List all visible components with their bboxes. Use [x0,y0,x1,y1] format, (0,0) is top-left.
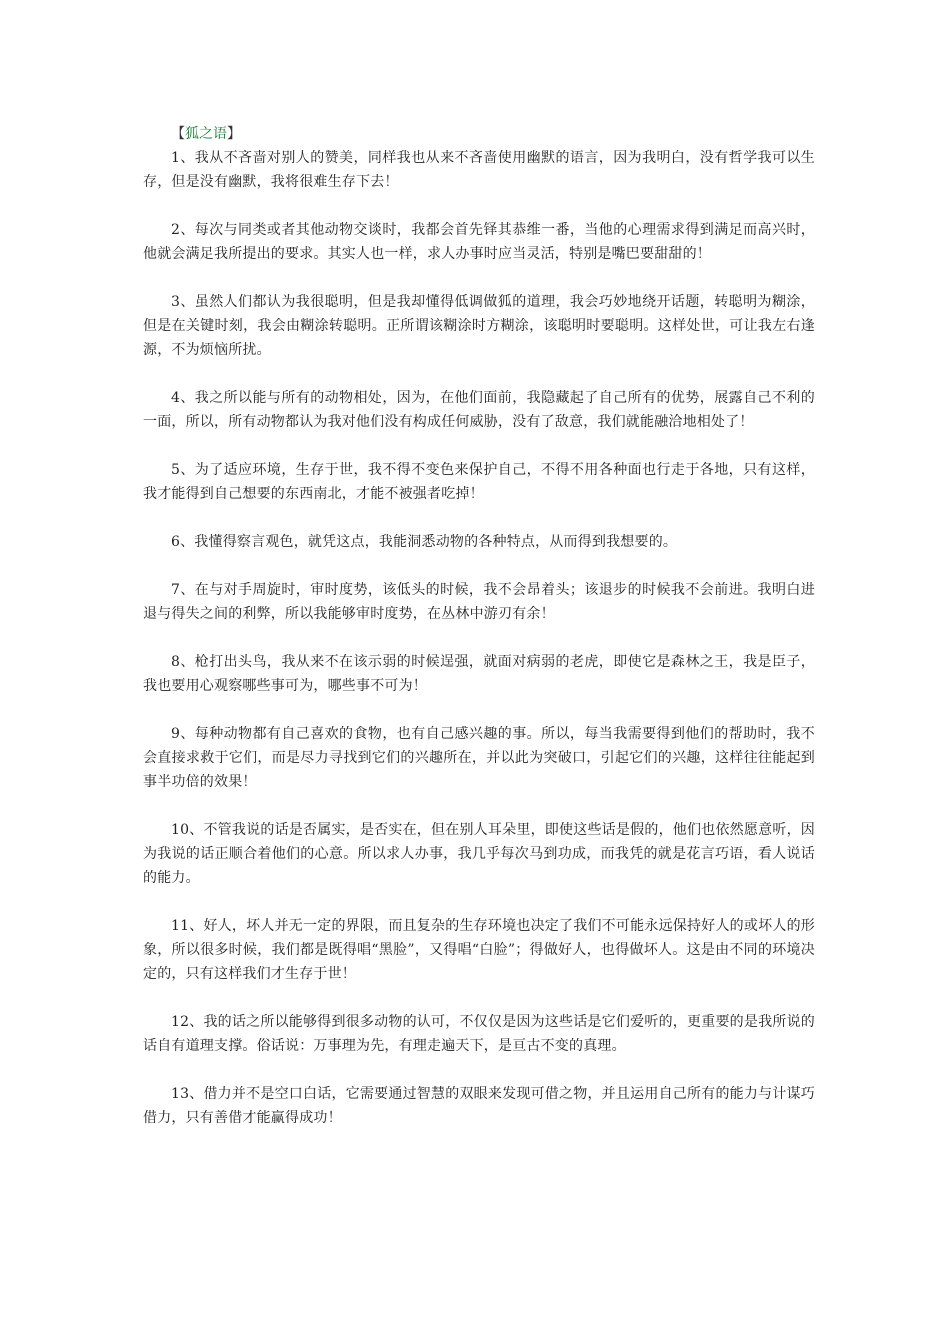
paragraph-1: 1、我从不吝啬对别人的赞美，同样我也从来不吝啬使用幽默的语言，因为我明白，没有哲学我可以生存，但是没有幽默，我将很难生存下去！ [143,150,815,190]
paragraph-8: 8、枪打出头鸟，我从来不在该示弱的时候逞强，就面对病弱的老虎，即使它是森林之王，我是臣子，我也要用心观察哪些事可为，哪些事不可为！ [143,654,815,694]
paragraph-9: 9、每种动物都有自己喜欢的食物，也有自己感兴趣的事。所以，每当我需要得到他们的帮助时，我不会直接求救于它们，而是尽力寻找到它们的兴趣所在，并以此为突破口，引起它们的兴趣，这样往往能起到事半功倍的效果！ [143,726,815,790]
paragraph-4: 4、我之所以能与所有的动物相处，因为，在他们面前，我隐藏起了自己所有的优势，展露自己不利的一面，所以，所有动物都认为我对他们没有构成任何威胁，没有了敌意，我们就能融洽地相处了！ [143,390,815,430]
paragraph-10: 10、不管我说的话是否属实，是否实在，但在别人耳朵里，即使这些话是假的，他们也依然愿意听，因为我说的话正顺合着他们的心意。所以求人办事，我几乎每次马到功成，而我凭的就是花言巧语，看人说话的能力。 [143,822,815,886]
paragraph-3: 3、虽然人们都认为我很聪明，但是我却懂得低调做狐的道理，我会巧妙地绕开话题，转聪明为糊涂，但是在关键时刻，我会由糊涂转聪明。正所谓该糊涂时方糊涂，该聪明时要聪明。这样处世，可让我左右逢源，不为烦恼所扰。 [143,294,815,358]
paragraph-11: 11、好人，坏人并无一定的界限，而且复杂的生存环境也决定了我们不可能永远保持好人的或坏人的形象，所以很多时候，我们都是既得唱“黑脸”，又得唱“白脸”；得做好人，也得做坏人。这是由不同的环境决定的，只有这样我们才生存于世！ [143,918,815,982]
paragraph-5: 5、为了适应环境，生存于世，我不得不变色来保护自己，不得不用各种面也行走于各地，只有这样，我才能得到自己想要的东西南北，才能不被强者吃掉！ [143,462,815,502]
heading-close-bracket: 】 [227,126,241,142]
document-body [143,122,815,1154]
paragraph-2: 2、每次与同类或者其他动物交谈时，我都会首先铎其恭维一番，当他的心理需求得到满足而高兴时，他就会满足我所提出的要求。其实人也一样，求人办事时应当灵活，特别是嘴巴要甜甜的！ [143,222,815,262]
section-heading [143,122,815,146]
heading-open-bracket: 【 [171,126,185,142]
paragraph-13: 13、借力并不是空口白话，它需要通过智慧的双眼来发现可借之物，并且运用自己所有的能力与计谋巧借力，只有善借才能赢得成功！ [143,1086,815,1126]
paragraph-12: 12、我的话之所以能够得到很多动物的认可，不仅仅是因为这些话是它们爱听的，更重要的是我所说的话自有道理支撑。俗话说：万事理为先，有理走遍天下，是亘古不变的真理。 [143,1014,815,1054]
paragraph-6: 6、我懂得察言观色，就凭这点，我能洞悉动物的各种特点，从而得到我想要的。 [171,534,678,550]
heading-title: 狐之语 [185,126,227,142]
paragraph-7: 7、在与对手周旋时，审时度势，该低头的时候，我不会昂着头；该退步的时候我不会前进。我明白进退与得失之间的利弊，所以我能够审时度势，在丛林中游刃有余！ [143,582,815,622]
